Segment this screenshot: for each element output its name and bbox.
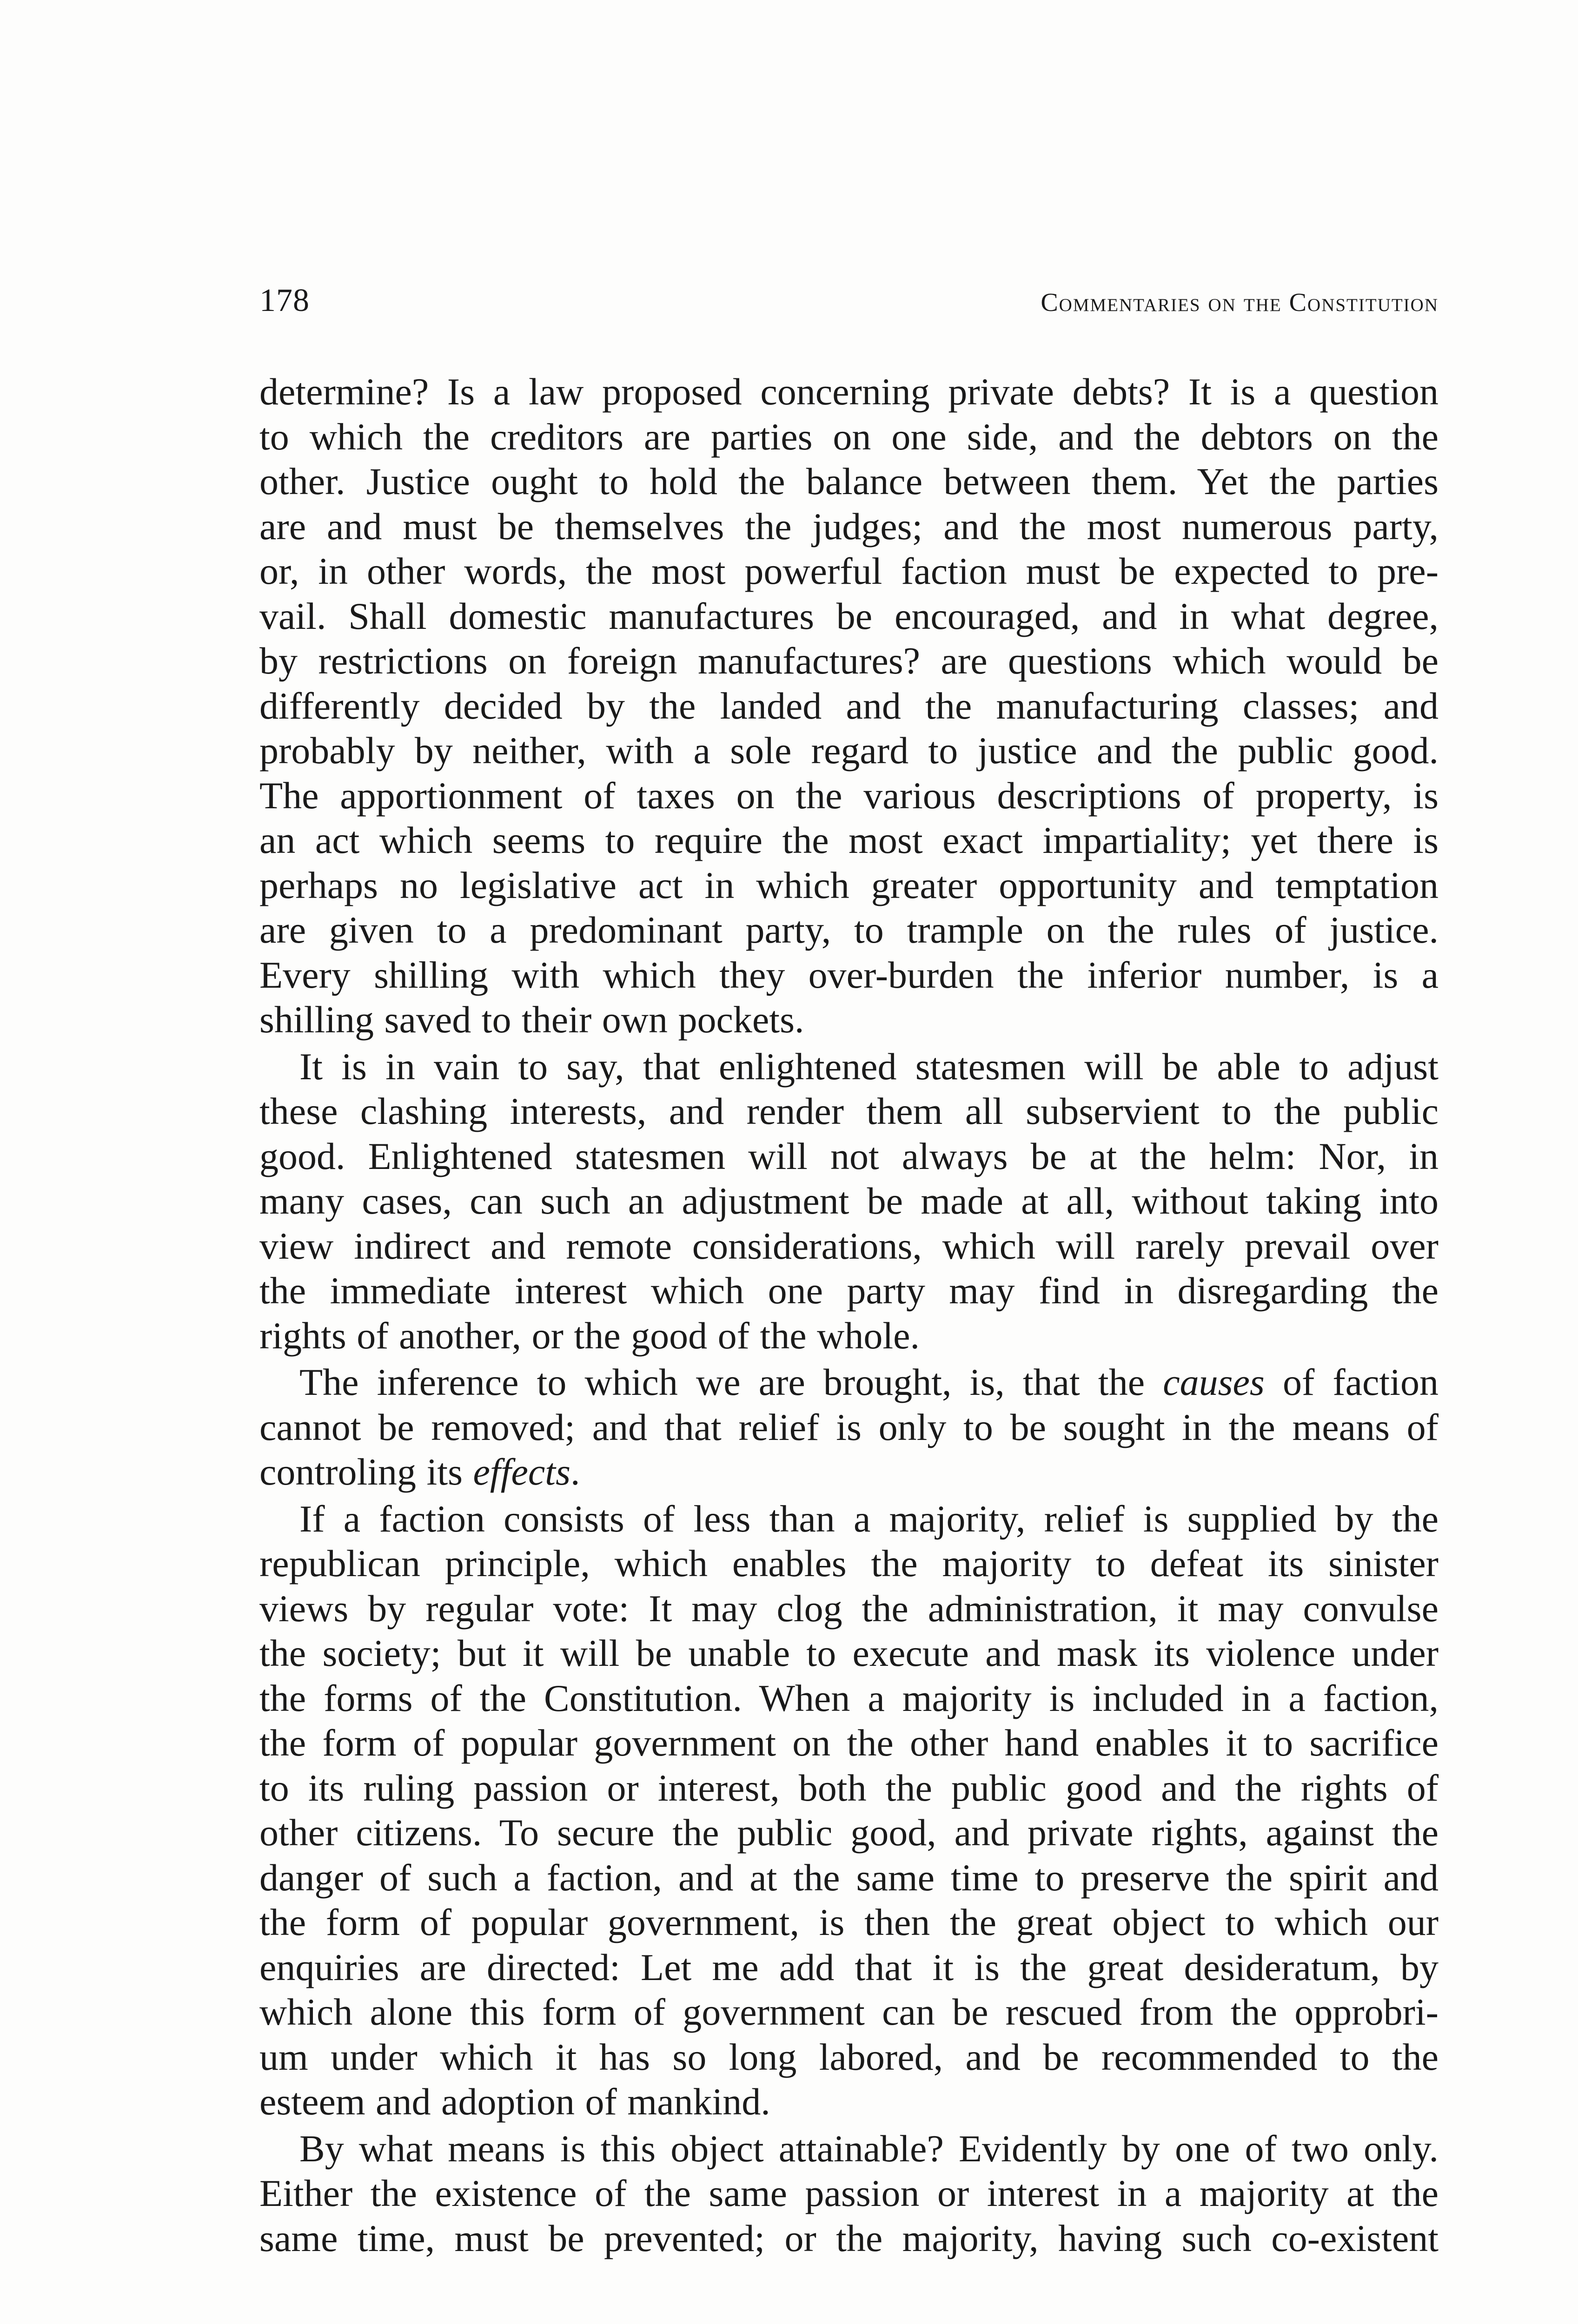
text-line: Every shilling with which they over-burden the inferior number, is a [259, 953, 1439, 996]
paragraph [259, 1497, 1439, 2125]
text-line: the form of popular government on the other hand enables it to sacrifice [259, 1722, 1439, 1764]
text-run: controling its [259, 1451, 463, 1493]
text-line: or, in other words, the most powerful faction must be expected to pre- [259, 550, 1439, 592]
text-run: of faction [1264, 1361, 1439, 1403]
text-line: differently decided by the landed and the manufacturing classes; and [259, 684, 1439, 727]
text-line: determine? Is a law proposed concerning private debts? It is a question [259, 370, 1439, 413]
text-line: Either the existence of the same passion or interest in a majority at the [259, 2172, 1439, 2214]
text-line [259, 1360, 1439, 1405]
text-line: an act which seems to require the most exact impartiality; yet there is [259, 819, 1439, 861]
italic-word: effects [473, 1451, 570, 1493]
paragraph [259, 1044, 1439, 1359]
text-run: The inference to which we are brought, is, that the [299, 1361, 1145, 1403]
running-head [259, 275, 1439, 326]
text-line: the immediate interest which one party may find in disregarding the [259, 1269, 1439, 1312]
text-line: the forms of the Constitution. When a majority is included in a faction, [259, 1677, 1439, 1719]
text-line: vail. Shall domestic manufactures be encouraged, and in what degree, [259, 594, 1439, 637]
text-line: probably by neither, with a sole regard to justice and the public good. [259, 729, 1439, 772]
body-text [259, 370, 1439, 2261]
text-line: good. Enlightened statesmen will not always be at the helm: Nor, in [259, 1135, 1439, 1177]
text-line: to its ruling passion or interest, both the public good and the rights of [259, 1766, 1439, 1809]
text-line: by restrictions on foreign manufactures? are questions which would be [259, 640, 1439, 682]
text-line: other citizens. To secure the public good, and private rights, against the [259, 1811, 1439, 1854]
text-line: to which the creditors are parties on one side, and the debtors on the [259, 415, 1439, 458]
text-line: views by regular vote: It may clog the administration, it may convulse [259, 1587, 1439, 1630]
text-line: republican principle, which enables the majority to defeat its sinister [259, 1542, 1439, 1585]
paragraph [259, 1360, 1439, 1495]
text-line: view indirect and remote considerations, which will rarely prevail over [259, 1224, 1439, 1267]
text-line: these clashing interests, and render them all subservient to the public [259, 1090, 1439, 1132]
text-line: the form of popular government, is then the great object to which our [259, 1901, 1439, 1943]
text-line: If a faction consists of less than a majority, relief is supplied by the [299, 1497, 1439, 1540]
text-line: are given to a predominant party, to trample on the rules of justice. [259, 909, 1439, 951]
italic-word: causes [1163, 1361, 1265, 1403]
text-line: are and must be themselves the judges; and the most numerous party, [259, 505, 1439, 548]
text-line: the society; but it will be unable to execute and mask its violence under [259, 1632, 1439, 1674]
text-line: danger of such a faction, and at the same time to preserve the spirit and [259, 1856, 1439, 1899]
page-number: 178 [259, 283, 310, 318]
text-line: rights of another, or the good of the whole. [259, 1314, 920, 1357]
text-line: It is in vain to say, that enlightened statesmen will be able to adjust [299, 1045, 1439, 1088]
paragraph [259, 370, 1439, 1043]
text-line: same time, must be prevented; or the majority, having such co-existent [259, 2217, 1439, 2259]
text-line: cannot be removed; and that relief is only to be sought in the means of [259, 1406, 1439, 1448]
text-line: um under which it has so long labored, and be recommended to the [259, 2035, 1439, 2078]
text-line: enquiries are directed: Let me add that it is the great desideratum, by [259, 1946, 1439, 1988]
text-line: The apportionment of taxes on the various descriptions of property, is [259, 774, 1439, 817]
text-line: many cases, can such an adjustment be made at all, without taking into [259, 1180, 1439, 1222]
paragraph [259, 2126, 1439, 2261]
text-line: By what means is this object attainable? Evidently by one of two only. [299, 2127, 1439, 2170]
text-line: perhaps no legislative act in which greater opportunity and temptation [259, 864, 1439, 906]
text-line: other. Justice ought to hold the balance between them. Yet the parties [259, 460, 1439, 502]
running-title: Commentaries on the Constitution [1041, 288, 1439, 317]
text-run: . [570, 1451, 580, 1493]
text-line [259, 1450, 1439, 1495]
text-line: esteem and adoption of mankind. [259, 2080, 770, 2123]
text-line: which alone this form of government can be rescued from the opprobri- [259, 1991, 1439, 2033]
text-line: shilling saved to their own pockets. [259, 998, 804, 1041]
